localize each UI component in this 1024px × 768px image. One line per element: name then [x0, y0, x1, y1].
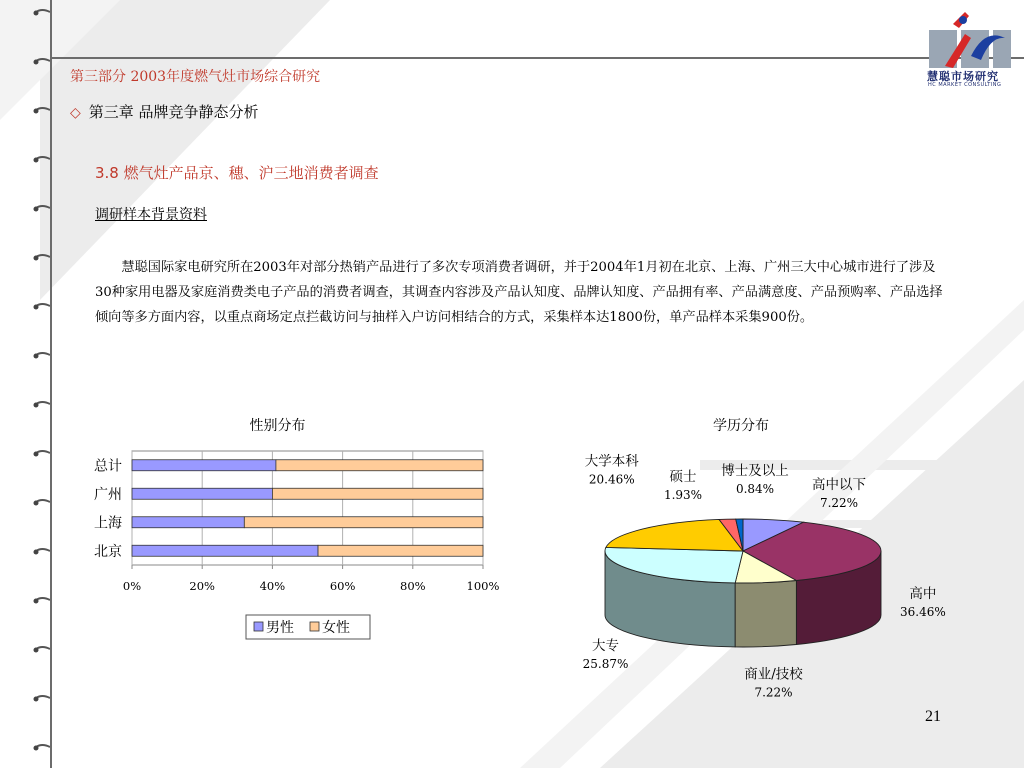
spiral-hole — [34, 648, 39, 653]
pie-label-value: 36.46% — [900, 605, 946, 620]
pie-label-value: 20.46% — [588, 472, 635, 487]
page-number: 21 — [925, 708, 941, 725]
diamond-bullet-icon: ◇ — [70, 105, 81, 121]
pie-chart-title: 学历分布 — [713, 418, 769, 434]
spiral-hole — [34, 501, 39, 506]
pie-label-name: 高中以下 — [812, 477, 866, 493]
spiral-hole — [34, 746, 39, 751]
y-category-label: 广州 — [94, 486, 122, 503]
logo-subtext: HC MARKET CONSULTING — [928, 82, 1002, 88]
spiral-hole — [34, 452, 39, 457]
chapter-title-text: 第三章 品牌竞争静态分析 — [88, 103, 259, 121]
pie-label — [812, 476, 866, 510]
spiral-hole — [34, 697, 39, 702]
y-category-label: 北京 — [94, 543, 122, 560]
pie-label — [585, 452, 639, 486]
gender-bar-chart — [70, 405, 520, 650]
spiral-hole — [34, 256, 39, 261]
spiral-hole — [34, 11, 39, 16]
spiral-hole — [34, 60, 39, 65]
pie-label-name: 商业/技校 — [744, 666, 803, 683]
pie-label — [664, 469, 702, 502]
bar-segment-female — [272, 488, 483, 499]
spiral-hole — [34, 158, 39, 163]
header-rule — [50, 57, 1024, 59]
subheading: 调研样本背景资料 — [95, 207, 207, 223]
spiral-hole — [34, 207, 39, 212]
pie-label — [721, 462, 789, 496]
legend-box — [246, 615, 370, 639]
body-paragraph: 慧聪国际家电研究所在2003年对部分热销产品进行了多次专项消费者调研，并于2004年1月初在北京、上海、广州三大中心城市进行了涉及30种家用电器及家庭消费类电子产品的消费者调查，其调查内容涉及产品认知度、品牌认知度、产品拥有率、产品满意度、产品预购率、产品选择倾向等多方面内容，以重点商场定点拦截访问与抽样入户访问相结合的方式，采集样本达1800份，单产品样本采集900份。 — [95, 260, 943, 325]
x-tick-label: 100% — [466, 579, 500, 593]
x-tick-label: 80% — [400, 579, 426, 593]
spiral-hole — [34, 550, 39, 555]
pie-label — [900, 585, 946, 619]
spiral-hole — [34, 599, 39, 604]
pie-label-value: 7.22% — [819, 496, 859, 510]
vertical-rule — [50, 0, 52, 768]
bar-chart-title: 性别分布 — [249, 418, 306, 434]
spiral-hole — [34, 354, 39, 359]
bar-segment-male — [132, 517, 244, 528]
subsection-title: 3.8 燃气灶产品京、穗、沪三地消费者调查 — [95, 164, 379, 182]
spiral-hole — [34, 305, 39, 310]
bar-segment-male — [132, 460, 276, 471]
pie-label-name: 大专 — [592, 638, 620, 655]
bar-segment-male — [132, 488, 272, 499]
chapter-title — [70, 101, 259, 122]
section-title: 第三部分 2003年度燃气灶市场综合研究 — [70, 69, 321, 85]
pie-label-name: 硕士 — [669, 469, 697, 485]
pie-label-value: 1.93% — [663, 488, 703, 502]
bar-segment-female — [318, 545, 483, 556]
pie-label-name: 博士及以上 — [721, 463, 789, 479]
bar-segment-female — [276, 460, 483, 471]
bar-legend — [246, 615, 370, 639]
logo-text: 慧聪市场研究 — [927, 70, 999, 83]
spiral-hole — [34, 403, 39, 408]
legend-label: 男性 — [266, 620, 294, 636]
pie-label — [583, 637, 629, 671]
x-tick-label: 20% — [189, 579, 215, 593]
x-tick-label: 40% — [259, 579, 286, 593]
pie-label-name: 高中 — [909, 586, 937, 603]
x-tick-label: 0% — [122, 579, 142, 593]
y-category-label: 总计 — [94, 458, 122, 475]
pie-label-value: 25.87% — [582, 657, 629, 672]
pie-slice-side — [735, 581, 796, 647]
bar-segment-female — [244, 517, 483, 528]
spiral-hole — [34, 109, 39, 114]
pie-label-value: 0.84% — [735, 482, 775, 496]
pie-label-value: 7.22% — [754, 685, 793, 700]
x-tick-label: 60% — [329, 579, 356, 593]
bar-segment-male — [132, 545, 318, 556]
legend-swatch — [254, 622, 263, 631]
legend-label: 女性 — [322, 620, 350, 636]
y-category-label: 上海 — [94, 515, 122, 532]
education-pie-chart — [555, 405, 955, 700]
legend-swatch — [310, 622, 319, 631]
pie-label-name: 大学本科 — [584, 453, 639, 470]
